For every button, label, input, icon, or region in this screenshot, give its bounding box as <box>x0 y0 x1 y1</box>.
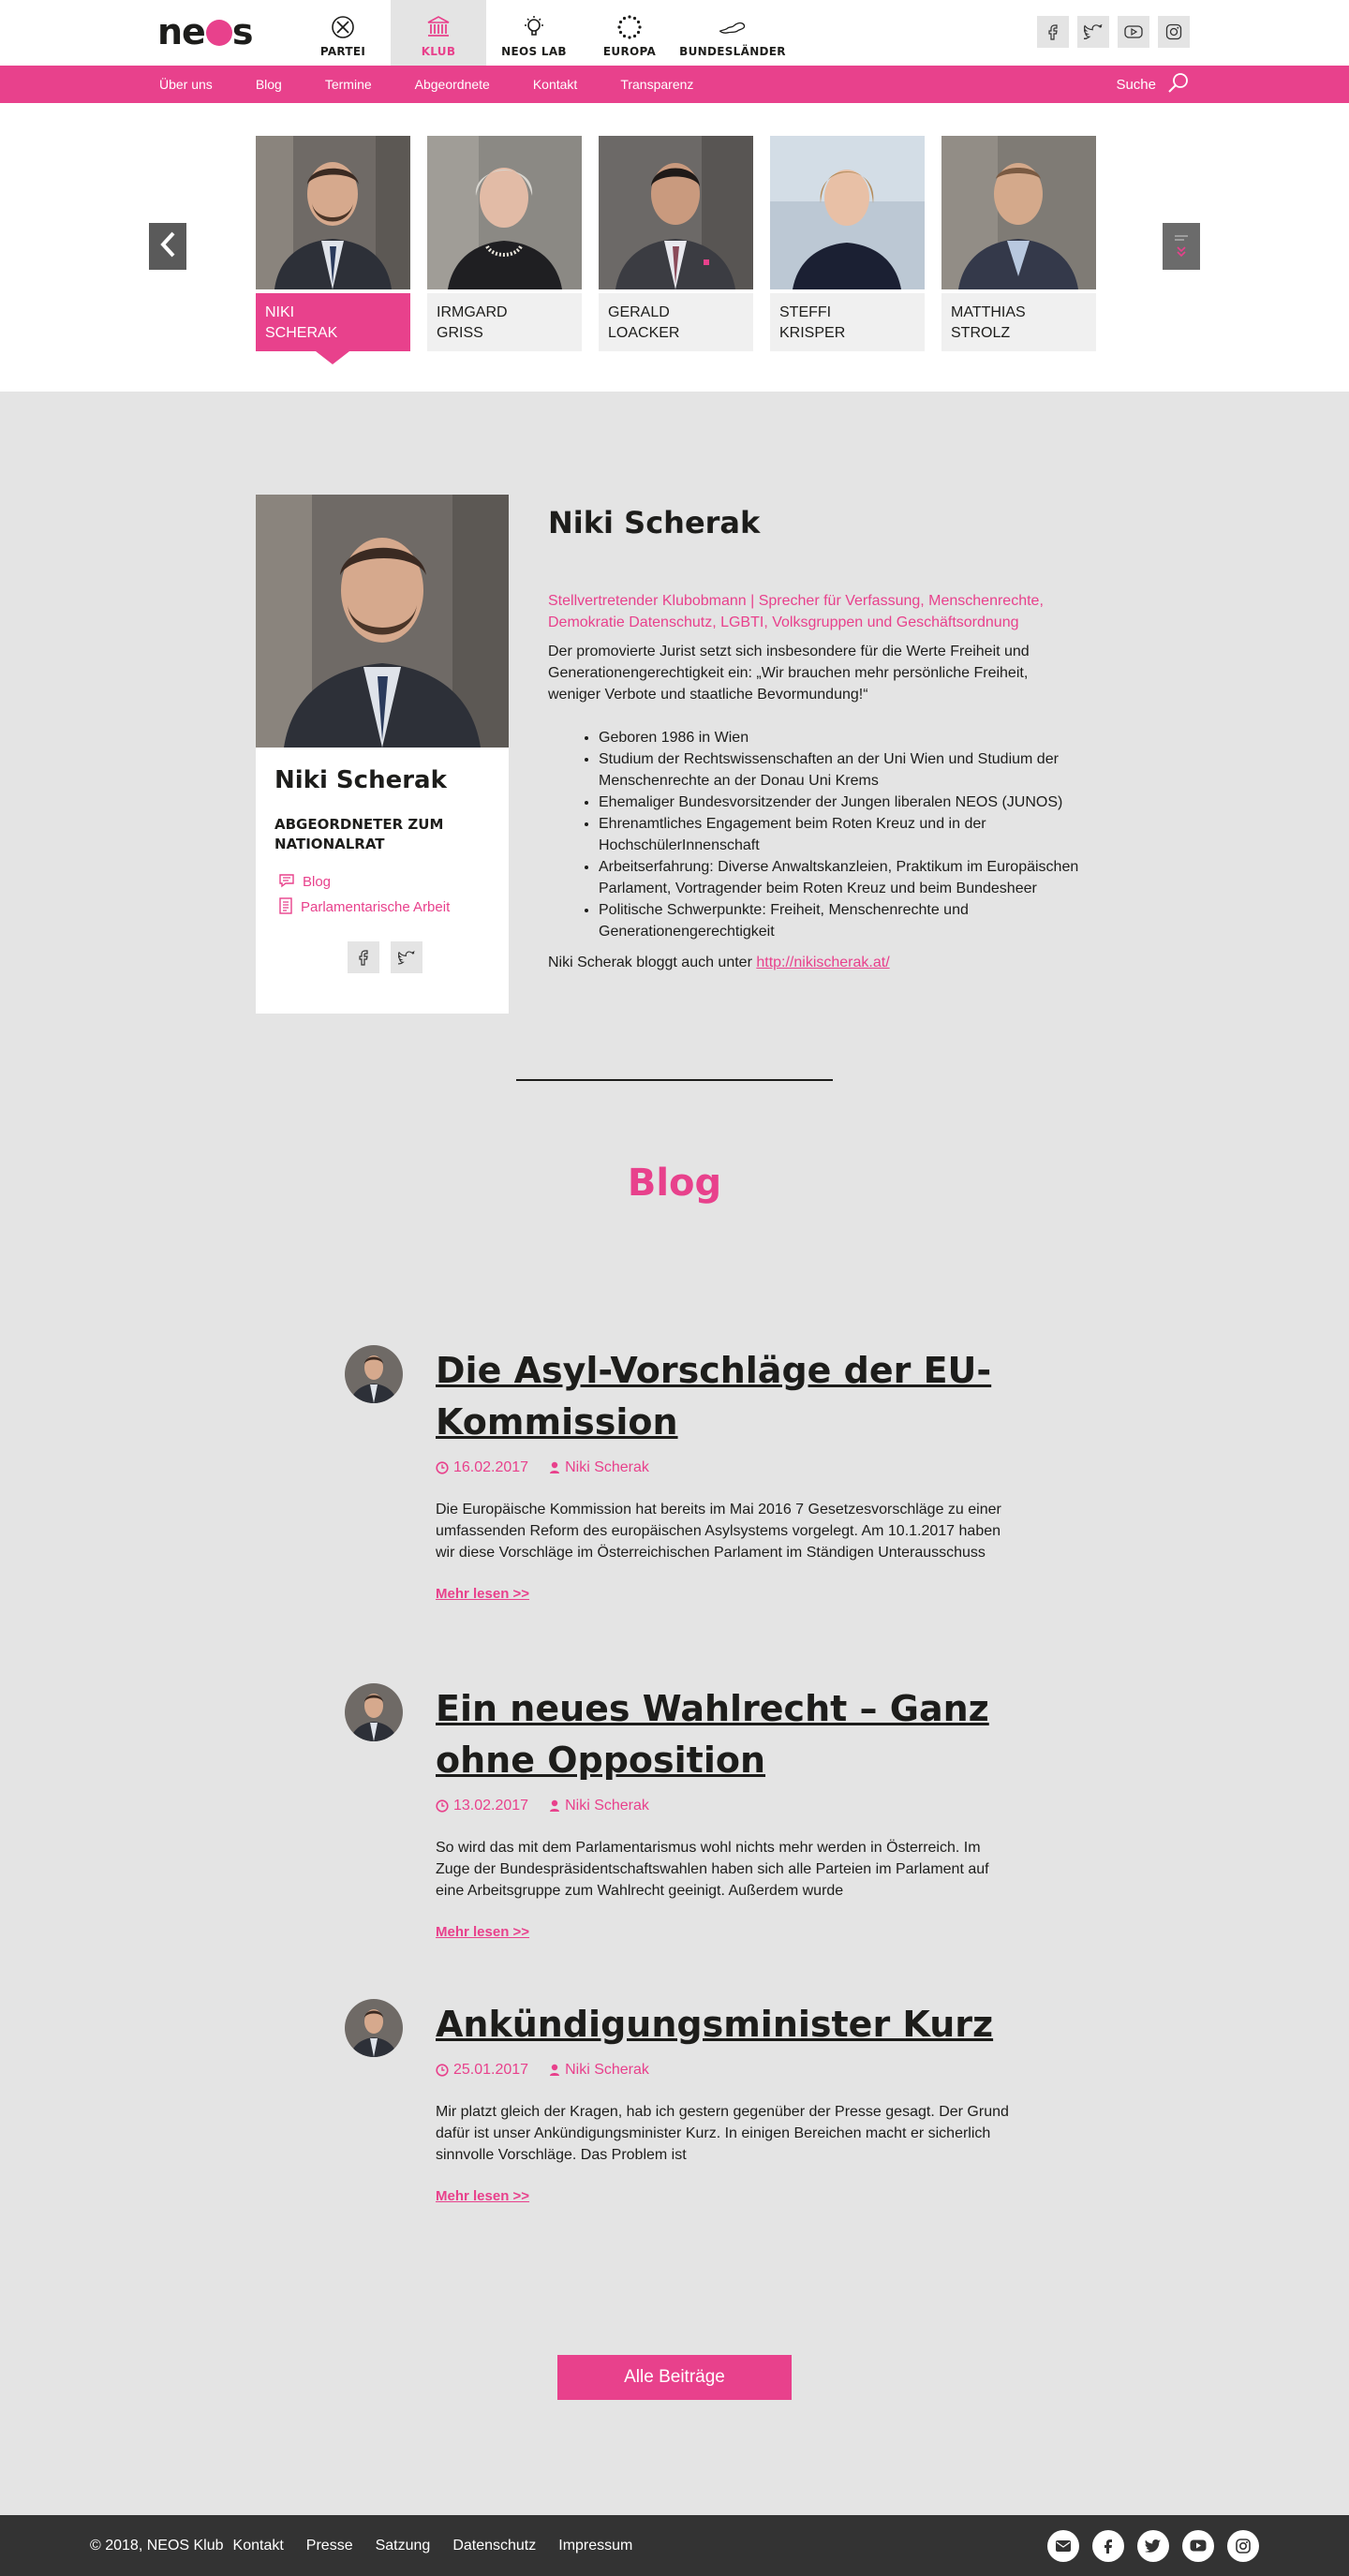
post-meta <box>436 1798 1016 1814</box>
blog-heading: Blog <box>627 1162 722 1205</box>
post-title-link[interactable]: Ankündigungsminister Kurz <box>436 2004 994 2045</box>
profile-role: ABGEORDNETER ZUM NATIONALRAT <box>274 816 444 852</box>
card-first-name: NIKI <box>265 304 295 320</box>
post-meta <box>436 1459 1016 1476</box>
list-item: • Politische Schwerpunkte: Freiheit, Menschenrechte und Generationengerechtigkeit <box>599 899 1082 942</box>
active-caret <box>316 351 349 364</box>
profile-photo <box>256 495 509 748</box>
carousel-card-niki-scherak[interactable] <box>256 136 410 351</box>
user-icon <box>549 1461 560 1474</box>
post-excerpt: Die Europäische Kommission hat bereits im Mai 2016 7 Gesetzesvorschläge zu einer umfassenden Reform des europäischen Asylsystems vorgelegt. Am 10.1.2017 haben wir diese Vorschläge im Österreichischen Parlament im Ständigen Unterausschuss <box>436 1502 1001 1561</box>
profile-card <box>256 495 509 1014</box>
portrait-photo <box>427 136 582 289</box>
document-icon <box>278 897 293 918</box>
subnav-termine[interactable]: Termine <box>324 77 372 92</box>
subnav-ueber-uns[interactable]: Über uns <box>159 77 213 92</box>
footer-links <box>90 2515 632 2576</box>
nav-klub[interactable]: KLUB <box>391 0 486 66</box>
profile-blog-link[interactable]: Blog <box>303 874 332 890</box>
subnav-blog[interactable]: Blog <box>255 77 282 92</box>
austria-map-icon <box>719 13 747 41</box>
clock-icon <box>436 1799 449 1813</box>
footer-link-kontakt[interactable]: Kontakt <box>232 2537 284 2554</box>
portrait-photo <box>599 136 753 289</box>
post-author[interactable]: Niki Scherak <box>565 1798 649 1814</box>
post-author[interactable]: Niki Scherak <box>565 2062 649 2078</box>
list-item: • Arbeitserfahrung: Diverse Anwaltskanzleien, Praktikum im Europäischen Parlament, Vortragender beim Roten Kreuz und beim Bundesheer <box>599 856 1082 899</box>
twitter-icon[interactable] <box>1077 16 1109 48</box>
cross-ballot-icon <box>329 13 357 41</box>
avatar <box>345 1683 403 1741</box>
footer <box>0 2515 1349 2576</box>
external-blog-link[interactable]: http://nikischerak.at/ <box>756 955 890 970</box>
card-last-name: SCHERAK <box>265 325 338 341</box>
carousel-card-matthias-strolz[interactable] <box>941 136 1096 351</box>
footer-link-satzung[interactable]: Satzung <box>375 2537 431 2554</box>
chevron-left-icon <box>159 231 176 261</box>
post-meta <box>436 2062 1016 2079</box>
read-more-link[interactable]: Mehr lesen >> <box>436 1586 530 1602</box>
nav-partei[interactable]: PARTEI <box>295 0 391 66</box>
parliament-icon <box>424 13 452 41</box>
neos-logo[interactable]: ne s <box>157 11 253 52</box>
post-date: 16.02.2017 <box>453 1459 529 1475</box>
main-nav <box>295 0 788 66</box>
profile-heading: Niki Scherak <box>548 505 761 540</box>
post-date: 13.02.2017 <box>453 1798 529 1814</box>
eu-stars-icon <box>615 13 644 41</box>
speech-bubble-icon <box>278 873 295 892</box>
subnav-kontakt[interactable]: Kontakt <box>532 77 578 92</box>
top-header <box>0 0 1349 66</box>
youtube-icon[interactable] <box>1182 2530 1214 2562</box>
list-item: • Ehemaliger Bundesvorsitzender der Jungen liberalen NEOS (JUNOS) <box>599 792 1082 813</box>
instagram-icon[interactable] <box>1158 16 1190 48</box>
scroll-down-icon <box>1172 230 1191 262</box>
section-divider <box>516 1079 833 1081</box>
carousel-cards <box>256 136 1096 351</box>
nav-europa[interactable]: EUROPA <box>582 0 677 66</box>
portrait-photo <box>770 136 925 289</box>
mail-icon[interactable] <box>1047 2530 1079 2562</box>
card-last-name: LOACKER <box>608 325 680 341</box>
footer-link-datenschutz[interactable]: Datenschutz <box>452 2537 537 2554</box>
profile-social <box>348 941 422 973</box>
list-item: • Ehrenamtliches Engagement beim Roten Kreuz und in der HochschülerInnenschaft <box>599 813 1082 856</box>
post-date: 25.01.2017 <box>453 2062 529 2078</box>
card-last-name: GRISS <box>437 325 483 341</box>
clock-icon <box>436 1461 449 1474</box>
search-button[interactable] <box>1116 66 1190 103</box>
nav-bundeslaender[interactable]: BUNDESLÄNDER <box>677 0 788 66</box>
list-item: • Geboren 1986 in Wien <box>599 727 1082 748</box>
footer-link-impressum[interactable]: Impressum <box>558 2537 633 2554</box>
profile-links <box>278 869 450 920</box>
footer-social <box>1047 2515 1259 2576</box>
user-icon <box>549 1799 560 1813</box>
list-item: • Studium der Rechtswissenschaften an der Uni Wien und Studium der Menschenrechte an der Donau Uni Krems <box>599 748 1082 792</box>
instagram-icon[interactable] <box>1227 2530 1259 2562</box>
profile-intro: Der promovierte Jurist setzt sich insbesondere für die Werte Freiheit und Generationengerechtigkeit ein: „Wir brauchen mehr persönliche Freiheit, weniger Verbote und staatliche Bevormundung!“ <box>548 644 1030 703</box>
representatives-carousel <box>0 103 1349 392</box>
subnav-transparenz[interactable]: Transparenz <box>620 77 694 92</box>
nav-neos-lab[interactable]: NEOS LAB <box>486 0 582 66</box>
portrait-photo <box>256 136 410 289</box>
footer-link-presse[interactable]: Presse <box>305 2537 353 2554</box>
search-label: Suche <box>1116 76 1156 93</box>
carousel-card-irmgard-griss[interactable] <box>427 136 582 351</box>
profile-content <box>548 495 1082 995</box>
facebook-icon[interactable] <box>348 941 379 973</box>
card-first-name: GERALD <box>608 304 670 320</box>
card-first-name: MATTHIAS <box>951 304 1026 320</box>
youtube-icon[interactable] <box>1118 16 1149 48</box>
profile-name: Niki Scherak <box>274 766 447 794</box>
header-social <box>1037 16 1190 48</box>
avatar <box>345 1999 403 2057</box>
profile-parliament-link[interactable]: Parlamentarische Arbeit <box>301 899 451 915</box>
post-excerpt: So wird das mit dem Parlamentarismus wohl nichts mehr werden in Österreich. Im Zuge der Bundespräsidentschaftswahlen haben sich alle Parteien im Parlament auf eine Arbeitsgruppe zum Wahlrecht geeinigt. Außerdem wurde <box>436 1840 989 1899</box>
carousel-next-button[interactable] <box>1163 223 1200 270</box>
clock-icon <box>436 2064 449 2077</box>
post-author[interactable]: Niki Scherak <box>565 1459 649 1475</box>
post-title-link[interactable]: Die Asyl-Vorschläge der EU-Kommission <box>436 1350 992 1443</box>
profile-subtitle: Stellvertretender Klubobmann | Sprecher für Verfassung, Menschenrechte, Demokratie Datenschutz, LGBTI, Volksgruppen und Geschäftsordnung <box>548 593 1044 630</box>
copyright: © 2018, NEOS Klub <box>90 2537 224 2554</box>
post-title-link[interactable]: Ein neues Wahlrecht – Ganz ohne Opposition <box>436 1688 989 1781</box>
profile-bullets <box>599 727 1082 942</box>
sub-navigation-bar <box>0 66 1349 103</box>
carousel-card-steffi-krisper[interactable] <box>770 136 925 351</box>
post-excerpt: Mir platzt gleich der Kragen, hab ich gestern gegenüber der Presse gesagt. Der Grund dafür ist unser Ankündigungsminister Kurz. In einigen Bereichen macht er sicherlich sinnvolle Vorschläge. Das Problem ist <box>436 2104 1009 2163</box>
card-last-name: KRISPER <box>779 325 846 341</box>
all-posts-button[interactable]: Alle Beiträge <box>557 2355 792 2400</box>
card-last-name: STROLZ <box>951 325 1011 341</box>
read-more-link[interactable]: Mehr lesen >> <box>436 1924 530 1940</box>
carousel-prev-button[interactable] <box>149 223 186 270</box>
carousel-card-gerald-loacker[interactable] <box>599 136 753 351</box>
read-more-link[interactable]: Mehr lesen >> <box>436 2188 530 2204</box>
search-icon <box>1167 71 1190 97</box>
facebook-icon[interactable] <box>1037 16 1069 48</box>
card-first-name: IRMGARD <box>437 304 508 320</box>
sub-nav <box>159 66 693 103</box>
twitter-icon[interactable] <box>1137 2530 1169 2562</box>
profile-blog-note: Niki Scherak bloggt auch unter http://nikischerak.at/ <box>548 955 890 970</box>
subnav-abgeordnete[interactable]: Abgeordnete <box>414 77 490 92</box>
user-icon <box>549 2064 560 2077</box>
portrait-photo <box>941 136 1096 289</box>
twitter-icon[interactable] <box>391 941 422 973</box>
card-first-name: STEFFI <box>779 304 832 320</box>
avatar <box>345 1345 403 1403</box>
facebook-icon[interactable] <box>1092 2530 1124 2562</box>
lightbulb-icon <box>520 13 548 41</box>
